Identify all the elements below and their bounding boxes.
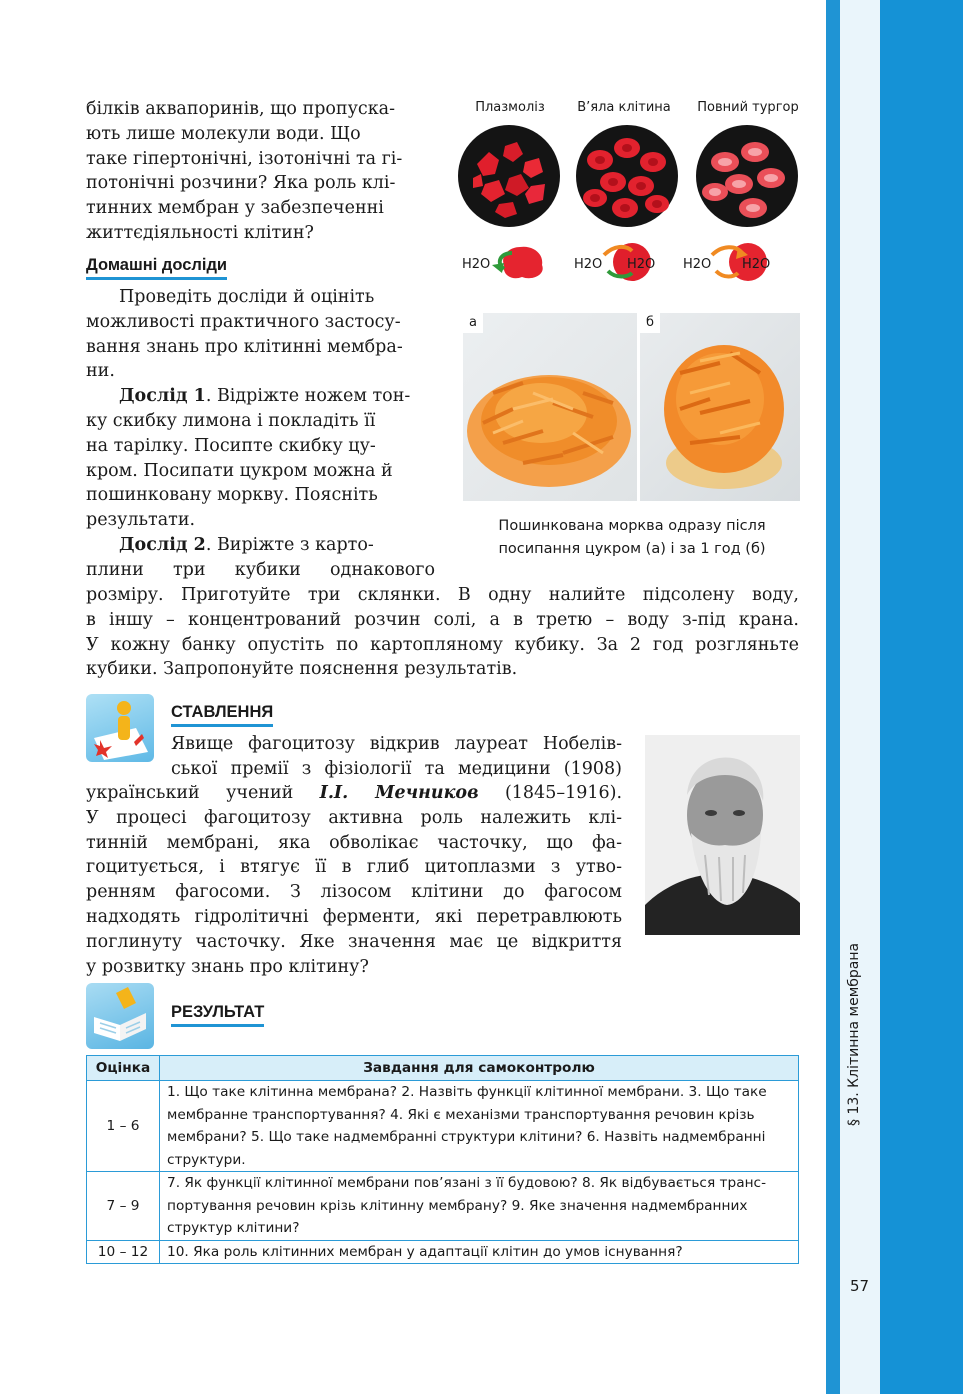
photo-label-a: а	[463, 313, 483, 333]
grade-cell: 10 – 12	[87, 1240, 160, 1264]
text-line: ку скибку лимона і покладіть її	[86, 410, 376, 431]
text-line: на тарілку. Посипте скибку цу-	[86, 435, 376, 456]
intro-paragraph	[86, 97, 435, 246]
mechnikov-portrait	[645, 735, 800, 935]
attitude-body-text	[86, 781, 622, 979]
text-line: пошинковану моркву. Поясніть	[86, 485, 378, 506]
water-label: H2O	[627, 257, 656, 272]
experiment-2-label: Дослід 2	[119, 534, 206, 555]
tasks-cell: 1. Що таке клітинна мембрана? 2. Назвіть функції клітинної мембрани. 3. Що таке мембранне транспортування? 4. Які є механізми транспортування речовин крізь мембрани? 5. Що таке надмембранні структури клітини? 6. Назвіть надмембранні структури.	[160, 1081, 799, 1172]
experiment-1-text: . Відріжте ножем тон-	[205, 386, 411, 407]
text-line: ренням фагосоми. З лізосом клітини до фагосом	[86, 882, 622, 903]
text-line: надходять гідролітичні ферменти, які перетравлюють	[86, 906, 622, 927]
text-fragment: (1845–1916).	[478, 783, 623, 803]
result-heading	[171, 1003, 264, 1027]
column-header-tasks: Завдання для самоконтролю	[160, 1056, 799, 1081]
open-book-icon	[86, 983, 154, 1049]
text-line: У процесі фагоцитозу активна роль належить клі-	[86, 807, 622, 828]
text-line: Проведіть досліди й оцініть	[119, 287, 375, 307]
text-line: плини три кубики однакового	[86, 559, 435, 580]
tasks-cell: 7. Як функції клітинної мембрани пов’язані з її будовою? 8. Як відбувається транспортування речовин крізь клітинну мембрану? 9. Яке значення надмембранних структур клітини?	[160, 1172, 799, 1241]
heading-underline	[171, 1024, 264, 1027]
experiment-1-label: Дослід 1	[119, 386, 206, 407]
caption-line: Пошинкована морква одразу після	[498, 518, 766, 534]
heading-text: Домашні досліди	[86, 256, 228, 274]
text-line	[86, 781, 622, 806]
experiment-2-text: . Виріжте з карто-	[205, 534, 374, 555]
section-title: § 13. Клітинна мембрана	[846, 942, 862, 1126]
home-experiments-heading	[86, 256, 227, 280]
table-row	[87, 1240, 799, 1264]
label-flaccid-cell: В’яла клітина	[577, 100, 671, 115]
text-line: потонічні розчини? Яка роль клі-	[86, 173, 396, 194]
blood-cells-illustration	[455, 122, 803, 234]
person-on-paper-icon	[86, 694, 154, 762]
caption-line: посипання цукром (а) і за 1 год (б)	[498, 541, 766, 557]
text-line: ської премії з фізіології та медицини (1908)	[171, 758, 622, 779]
grade-cell: 7 – 9	[87, 1172, 160, 1241]
turgor-cells-disc	[696, 125, 798, 227]
text-line: поглинуту часточку. Яке значення має це відкриття	[86, 931, 622, 952]
heading-text: РЕЗУЛЬТАТ	[171, 1003, 265, 1021]
text-fragment: український учений	[86, 783, 320, 803]
side-band-strip	[826, 0, 840, 1394]
table-header-row	[87, 1056, 799, 1081]
self-check-table	[86, 1055, 799, 1264]
home-experiments-text	[86, 285, 435, 583]
carrot-photo-b	[640, 313, 800, 501]
attitude-lead-text	[171, 732, 622, 782]
heading-underline	[86, 277, 227, 280]
portrait-image	[645, 735, 800, 935]
attitude-heading	[171, 703, 273, 727]
text-line: гоцитується, і втягує її в глиб цитоплазми з утво-	[86, 857, 622, 878]
text-line: життєдіяльності клітин?	[86, 222, 314, 243]
text-line: в іншу – концентрований розчин солі, а в третю – воду з-під крана.	[86, 609, 799, 630]
label-plasmolysis: Плазмоліз	[475, 100, 545, 115]
text-line: У кожну банку опустіть по картопляному кубику. За 2 год розгляньте	[86, 634, 799, 655]
water-label: H2O	[574, 257, 603, 272]
carrot-shreds-image	[463, 313, 637, 501]
carrot-shreds-image	[640, 313, 800, 501]
grade-cell: 1 – 6	[87, 1081, 160, 1172]
text-line: вання знань про клітинні мембра-	[86, 336, 403, 357]
outflow-cell-icon	[490, 243, 550, 283]
text-line: ють лише молекули води. Що	[86, 123, 361, 144]
text-line: тинних мембран у забезпеченні	[86, 198, 384, 219]
text-line: у розвитку знань про клітину?	[86, 956, 369, 977]
text-line: кубики. Запропонуйте пояснення результатів.	[86, 659, 518, 680]
table-row	[87, 1172, 799, 1241]
carrot-photo-a	[463, 313, 637, 501]
table-row	[87, 1081, 799, 1172]
text-line: результати.	[86, 510, 196, 531]
heading-underline	[171, 724, 273, 727]
text-line: можливості практичного застосу-	[86, 311, 401, 332]
label-full-turgor: Повний тургор	[697, 100, 799, 115]
water-label: H2O	[683, 257, 712, 272]
water-label: H2O	[742, 257, 771, 272]
page-number: 57	[850, 1277, 870, 1295]
text-line: тинній мембрані, яка обволікає часточку, що фа-	[86, 832, 622, 853]
experiment-2-continuation	[86, 583, 799, 682]
text-line: розміру. Приготуйте три склянки. В одну налийте підсолену воду,	[86, 585, 799, 605]
attitude-icon	[86, 694, 154, 762]
text-line: Явище фагоцитозу відкрив лауреат Нобелів-	[171, 734, 622, 754]
figure-caption	[463, 515, 801, 561]
text-line: білків аквапоринів, що пропуска-	[86, 99, 395, 119]
heading-text: СТАВЛЕННЯ	[171, 703, 274, 721]
text-line: таке гіпертонічні, ізотонічні та гі-	[86, 148, 403, 169]
side-band-dark	[880, 0, 963, 1394]
column-header-grade: Оцінка	[87, 1056, 160, 1081]
photo-label-b: б	[640, 313, 660, 333]
experiment-1-first-line	[86, 384, 435, 409]
scientist-name: І.І. Мечников	[319, 783, 479, 803]
text-line: кром. Посипати цукром можна й	[86, 460, 393, 481]
text-line: ни.	[86, 361, 115, 382]
plasmolysis-cells-disc	[458, 125, 560, 227]
result-icon	[86, 983, 154, 1049]
experiment-2-first-line	[86, 533, 435, 558]
tasks-cell: 10. Яка роль клітинних мембран у адаптації клітин до умов існування?	[160, 1240, 799, 1264]
water-label: H2O	[462, 257, 491, 272]
flaccid-cells-disc	[576, 125, 678, 227]
